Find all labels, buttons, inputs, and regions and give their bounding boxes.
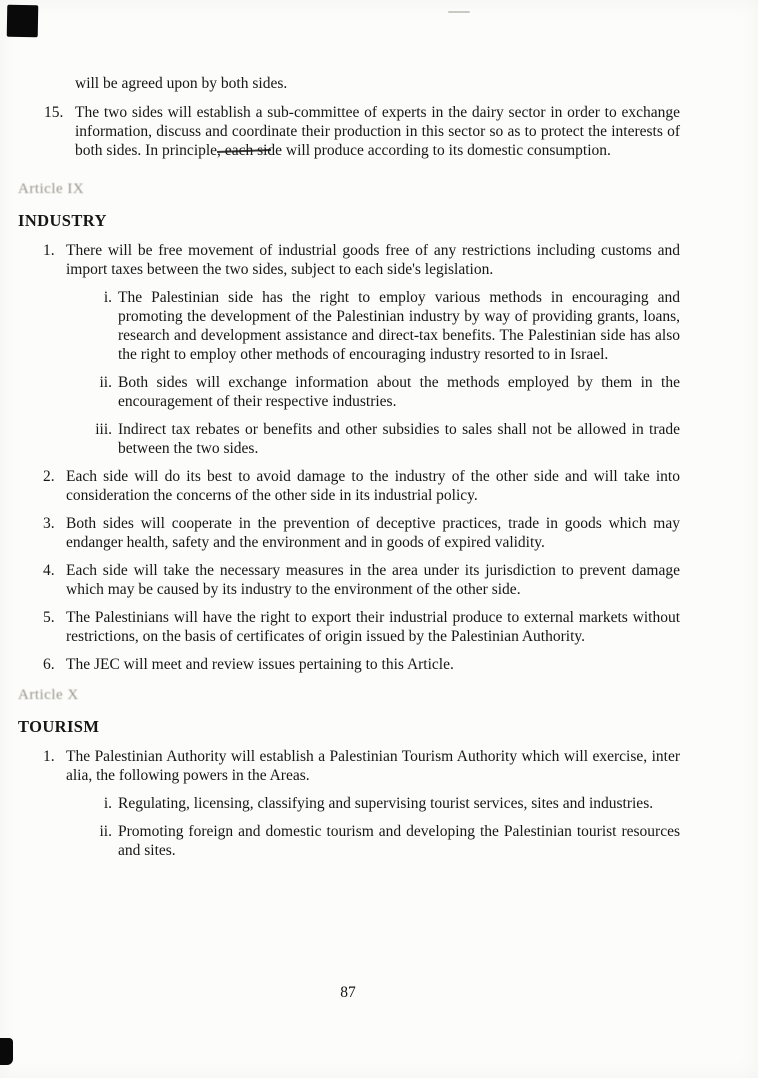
item-text: The Palestinian Authority will establish a Palestinian Tourism Authority which will exercise, inter alia, the following powers in the Areas.	[66, 748, 680, 784]
item-text: The Palestinians will have the right to export their industrial produce to external markets without restrictions, on the basis of certificates of origin issued by the Palestinian Authority.	[66, 609, 680, 645]
item-text: The two sides will establish a sub-committee of experts in the dairy sector in order to exchange information, discuss and coordinate their production in this sector so as to protect the interests of both sides. In principle, each side will produce according to its domestic consumption.	[75, 104, 680, 159]
tourism-item-1-sub-ii	[18, 822, 680, 860]
tourism-item-1	[18, 747, 680, 785]
item-text: Both sides will cooperate in the prevention of deceptive practices, trade in goods which may endanger health, safety and the environment and in goods of expired validity.	[66, 515, 680, 551]
item-text: The JEC will meet and review issues pertaining to this Article.	[66, 656, 454, 673]
scan-artifact-bottom-left	[0, 1038, 13, 1065]
industry-item-3	[18, 514, 680, 552]
industry-item-1-sub-ii	[18, 373, 680, 411]
item-text: Promoting foreign and domestic tourism and developing the Palestinian tourist resources and sites.	[118, 823, 680, 859]
item-text: Indirect tax rebates or benefits and other subsidies to sales shall not be allowed in trade between the two sides.	[118, 421, 680, 457]
item-number: iii.	[95, 421, 112, 438]
continuation-line: will be agreed upon by both sides.	[75, 75, 288, 92]
item-text: There will be free movement of industrial goods free of any restrictions including customs and import taxes between the two sides, subject to each side's legislation.	[66, 242, 680, 278]
industry-item-6	[18, 655, 680, 674]
list-item-15	[18, 103, 680, 160]
tourism-item-1-sub-i	[18, 794, 680, 813]
item-number: 2.	[43, 468, 55, 485]
industry-item-1-sub-iii	[18, 420, 680, 458]
industry-section-title: INDUSTRY	[18, 211, 107, 230]
item-number: 4.	[43, 562, 55, 579]
industry-item-4	[18, 561, 680, 599]
item-number: 3.	[43, 515, 55, 532]
page-number: 87	[340, 984, 356, 1001]
article-x-heading: Article X	[18, 687, 79, 703]
industry-item-1	[18, 241, 680, 279]
industry-item-5	[18, 608, 680, 646]
industry-item-2	[18, 467, 680, 505]
item-number: i.	[103, 289, 112, 306]
article-ix-heading: Article IX	[18, 181, 85, 197]
tourism-section-title: TOURISM	[18, 717, 100, 736]
item-number: 6.	[43, 656, 55, 673]
item-number: 1.	[43, 242, 55, 259]
item-text: Each side will take the necessary measures in the area under its jurisdiction to prevent damage which may be caused by its industry to the environment of the other side.	[66, 562, 680, 598]
scan-artifact-top-left	[7, 5, 39, 38]
item-number: ii.	[99, 823, 112, 840]
item-number: 15.	[44, 104, 64, 121]
item-text: The Palestinian side has the right to employ various methods in encouraging and promoting the development of the Palestinian industry by way of providing grants, loans, research and development assistance and direct-tax benefits. The Palestinian side has also the right to employ other methods of encouraging industry resorted to in Israel.	[118, 289, 680, 363]
item-number: 5.	[43, 609, 55, 626]
item-number: ii.	[99, 374, 112, 391]
industry-item-1-sub-i	[18, 288, 680, 364]
item-text: Each side will do its best to avoid damage to the industry of the other side and will take into consideration the concerns of the other side in its industrial policy.	[66, 468, 680, 504]
item-text: Both sides will exchange information about the methods employed by them in the encouragement of their respective industries.	[118, 374, 680, 410]
item-number: i.	[103, 795, 112, 812]
item-number: 1.	[43, 748, 55, 765]
item-text: Regulating, licensing, classifying and supervising tourist services, sites and industries.	[118, 795, 654, 812]
scan-artifact-top-center	[448, 11, 470, 13]
